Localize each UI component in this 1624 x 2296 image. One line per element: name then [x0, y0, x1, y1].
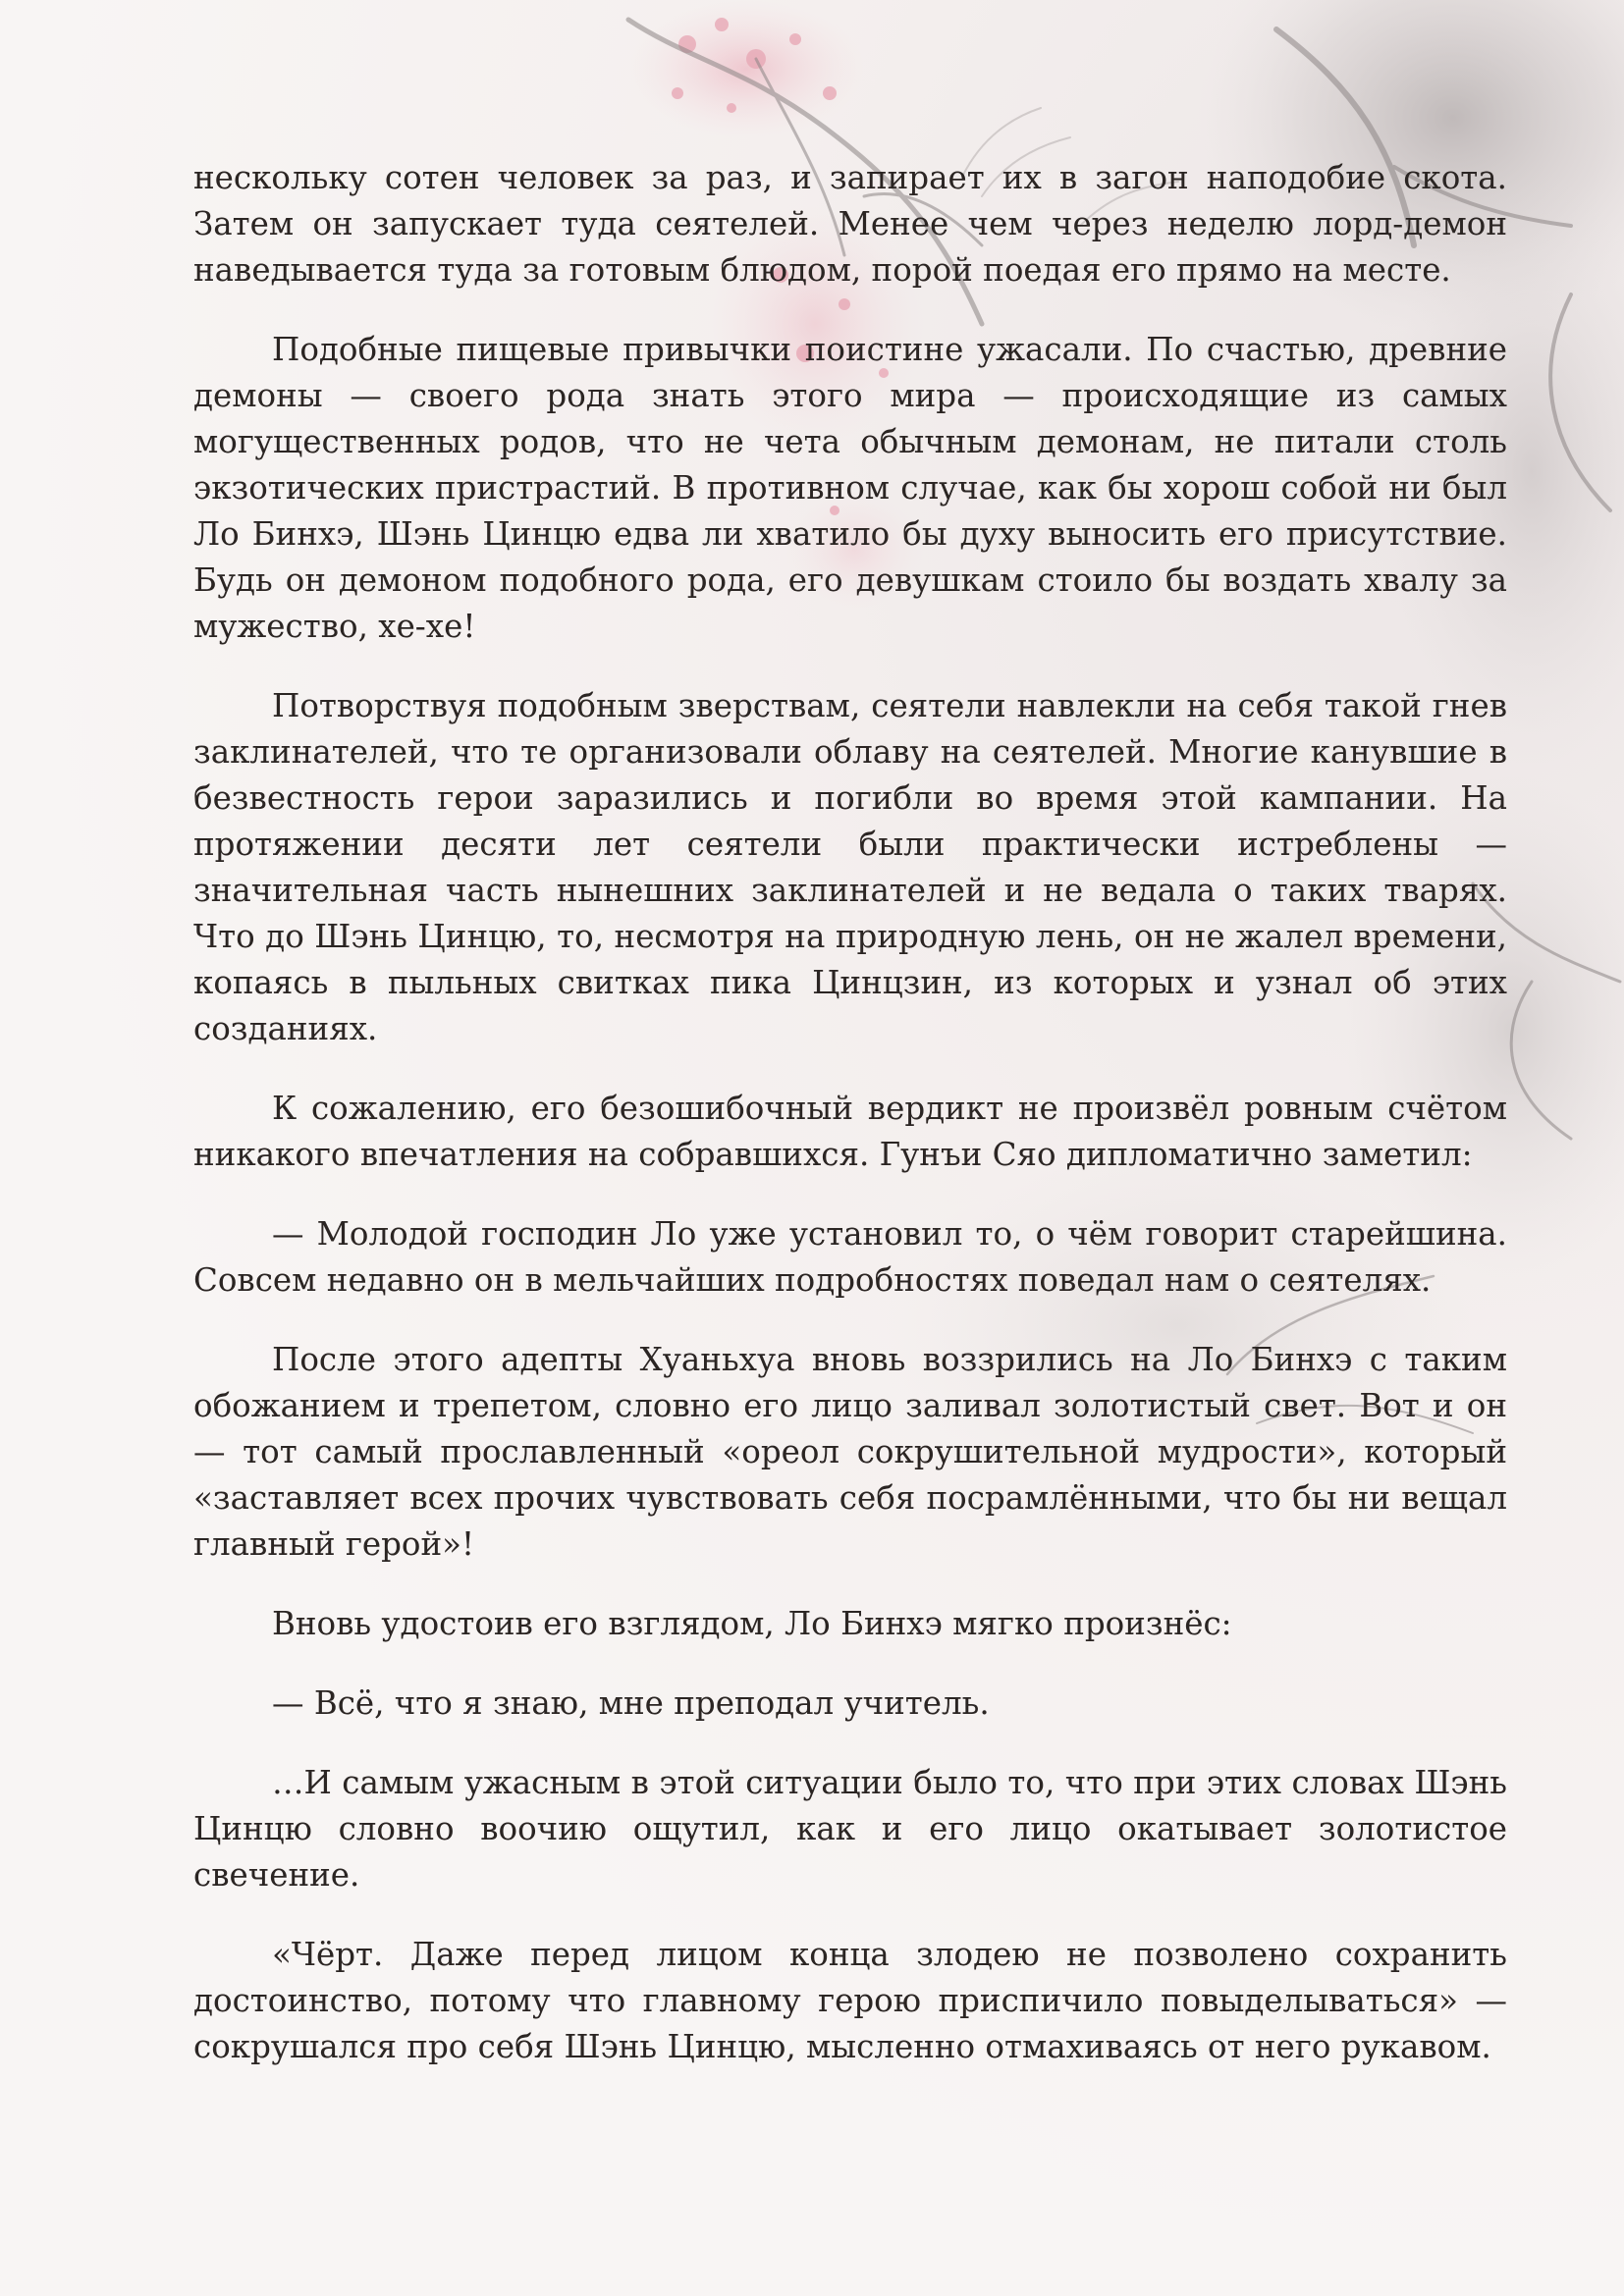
paragraph: К сожалению, его безошибочный вердикт не произвёл ровным счётом никакого впечатления на собравшихся. Гунъи Сяо дипломатично заметил:: [193, 1090, 1507, 1173]
paragraph: …И самым ужасным в этой ситуации было то, что при этих словах Шэнь Цинцю словно воочию ощутил, как и его лицо окатывает золотистое свечение.: [193, 1764, 1507, 1894]
paragraph: Подобные пищевые привычки поистине ужасали. По счастью, древние демоны — своего рода знать этого мира — происходящие из самых могущественных родов, что не чета обычным демонам, не питали столь экзотических пристрастий. В противном случае, как бы хорош собой ни был Ло Бинхэ, Шэнь Цинцю едва ли хватило бы духу выносить его присутствие. Будь он демоном подобного рода, его девушкам стоило бы воздать хвалу за мужество, хе-хе!: [193, 331, 1507, 645]
paragraph: После этого адепты Хуаньхуа вновь воззрились на Ло Бинхэ с таким обожанием и трепетом, словно его лицо заливал золотистый свет. Вот и он — тот самый прославленный «ореол сокрушительной мудрости», который «заставляет всех прочих чувствовать себя посрамлёнными, что бы ни вещал главный герой»!: [193, 1341, 1507, 1563]
paragraph: — Молодой господин Ло уже установил то, о чём говорит старейшина. Совсем недавно он в мельчайших подробностях поведал нам о сеятелях.: [193, 1215, 1507, 1299]
paragraph: Вновь удостоив его взглядом, Ло Бинхэ мягко произнёс:: [272, 1605, 1232, 1642]
paragraph: Потворствуя подобным зверствам, сеятели навлекли на себя такой гнев заклинателей, что те организовали облаву на сеятелей. Многие канувшие в безвестность герои заразились и погибли во время этой кампании. На протяжении десяти лет сеятели были практически истреблены — значительная часть нынешних заклинателей и не ведала о таких тварях. Что до Шэнь Цинцю, то, несмотря на природную лень, он не жалел времени, копаясь в пыльных свитках пика Цинцзин, из которых и узнал об этих созданиях.: [193, 687, 1507, 1047]
paragraph: «Чёрт. Даже перед лицом конца злодею не позволено сохранить достоинство, потому что главному герою приспичило повыделываться» — сокрушался про себя Шэнь Цинцю, мысленно отмахиваясь от него рукавом.: [193, 1936, 1507, 2065]
body-text: [193, 155, 1507, 2104]
blossom-wash-top: [628, 0, 864, 137]
paragraph: нескольку сотен человек за раз, и запирает их в загон наподобие скота. Затем он запускает туда сеятелей. Менее чем через неделю лорд-демон наведывается туда за готовым блюдом, порой поедая его прямо на месте.: [193, 159, 1507, 289]
paragraph: — Всё, что я знаю, мне преподал учитель.: [272, 1684, 990, 1722]
